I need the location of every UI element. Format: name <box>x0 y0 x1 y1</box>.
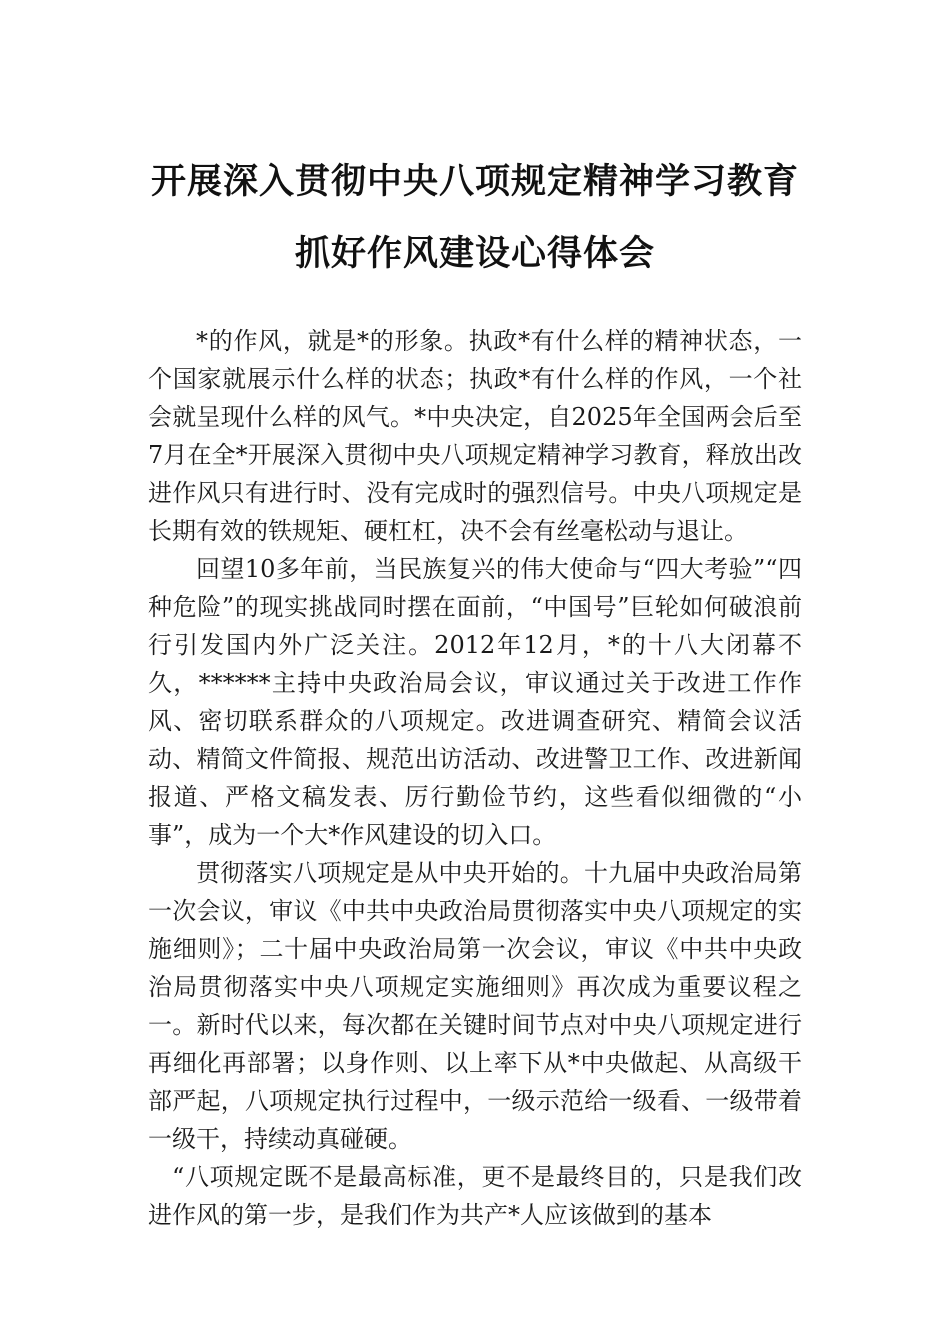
paragraph-3: 贯彻落实八项规定是从中央开始的。十九届中央政治局第一次会议，审议《中共中央政治局贯彻落实中央八项规定的实施细则》；二十届中央政治局第一次会议，审议《中共中央政治局贯彻落实中央八项规定实施细则》再次成为重要议程之一。新时代以来，每次都在关键时间节点对中央八项规定进行再细化再部署；以身作则、以上率下从*中央做起、从高级干部严起，八项规定执行过程中，一级示范给一级看、一级带着一级干，持续动真碰硬。 <box>148 859 802 1153</box>
document-body <box>148 322 802 1234</box>
paragraph-2: 回望10多年前，当民族复兴的伟大使命与“四大考验”“四种危险”的现实挑战同时摆在面前，“中国号”巨轮如何破浪前行引发国内外广泛关注。2012年12月，*的十八大闭幕不久，******主持中央政治局会议，审议通过关于改进工作作风、密切联系群众的八项规定。改进调查研究、精简会议活动、精简文件简报、规范出访活动、改进警卫工作、改进新闻报道、严格文稿发表、厉行勤俭节约，这些看似细微的“小事”，成为一个大*作风建设的切入口。 <box>148 555 802 849</box>
document-title-line-1: 开展深入贯彻中央八项规定精神学习教育 <box>150 161 799 202</box>
document-title-line-2: 抓好作风建设心得体会 <box>294 233 655 274</box>
paragraph-1: *的作风，就是*的形象。执政*有什么样的精神状态，一个国家就展示什么样的状态；执政*有什么样的作风，一个社会就呈现什么样的风气。*中央决定，自2025年全国两会后至7月在全*开展深入贯彻中央八项规定精神学习教育，释放出改进作风只有进行时、没有完成时的强烈信号。中央八项规定是长期有效的铁规矩、硬杠杠，决不会有丝毫松动与退让。 <box>148 327 802 545</box>
paragraph-4: “八项规定既不是最高标准，更不是最终目的，只是我们改进作风的第一步，是我们作为共产*人应该做到的基本 <box>148 1163 802 1229</box>
